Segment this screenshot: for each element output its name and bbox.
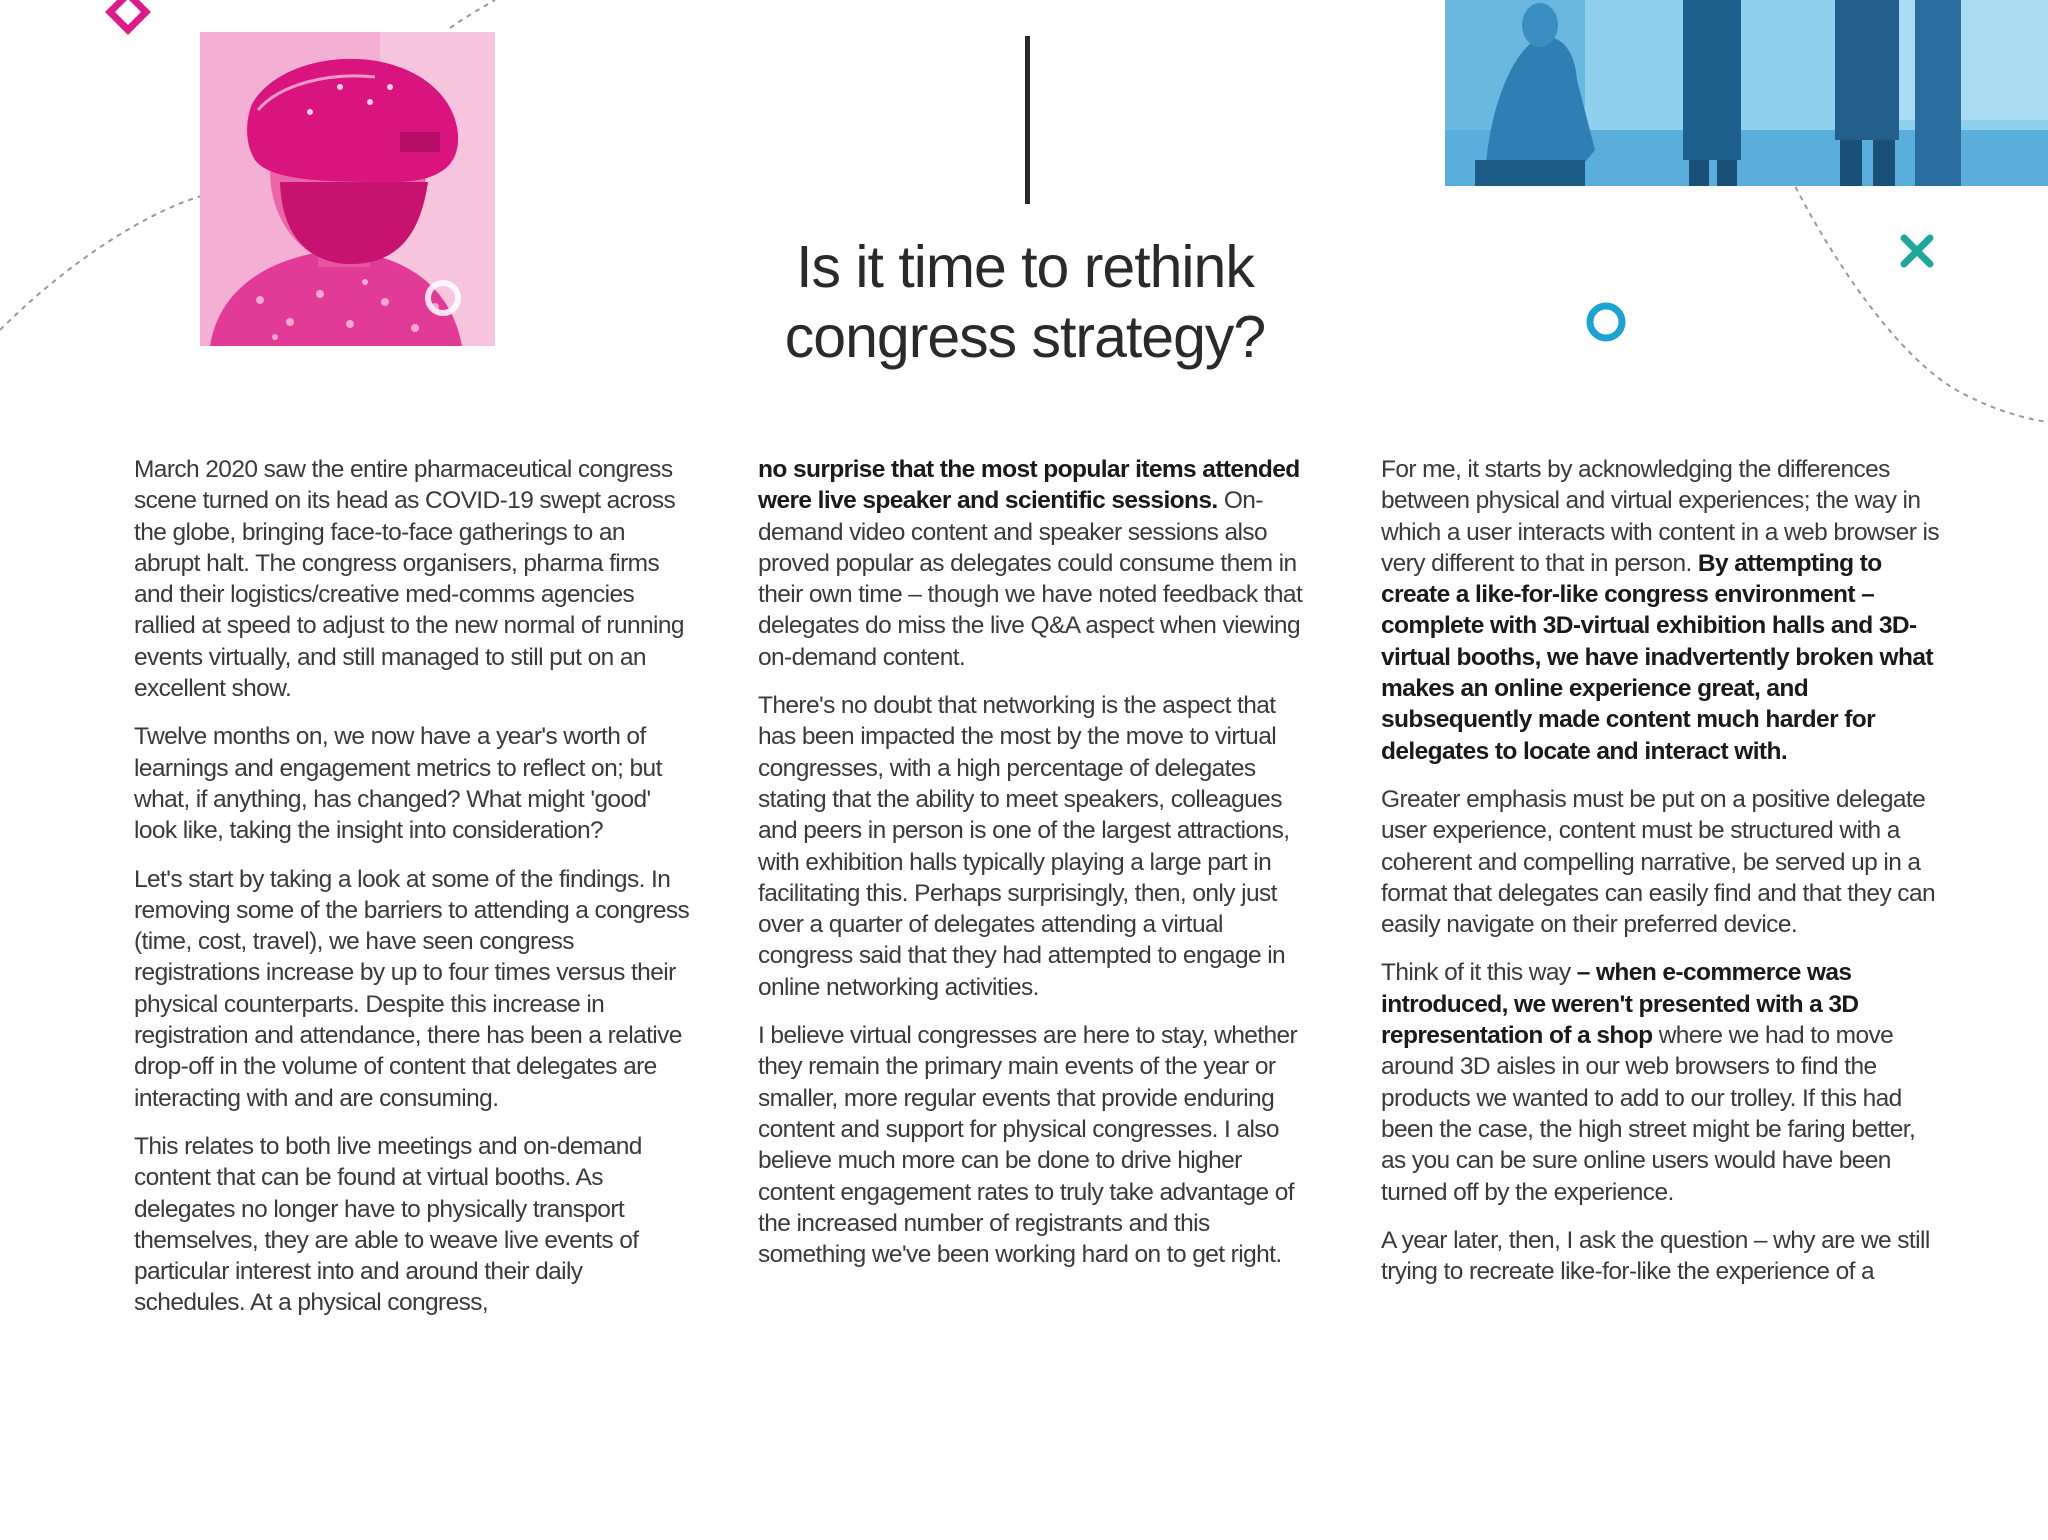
paragraph-text: Think of it this way bbox=[1381, 959, 1577, 987]
paragraph-emphasis: – when e-commerce was introduced, we weren't presented with a 3D representation of a shop bbox=[1381, 959, 1859, 1050]
paragraph-emphasis: By attempting to create a like-for-like congress environment – complete with 3D-virtual exhibition halls and 3D-virtual booths, we have inadvertently broken what makes an online experience great, and subsequently made content much harder for delegates to locate and interact with. bbox=[1381, 549, 1933, 765]
article-column-1 bbox=[134, 454, 694, 1336]
paragraph-text: where we had to move around 3D aisles in our web browsers to find the products we wanted to add to our trolley. If this had been the case, the high street might be faring better, as you can be sure online users would have been turned off by the experience. bbox=[1381, 1022, 1916, 1206]
ring-icon bbox=[422, 277, 464, 319]
paragraph-text: For me, it starts by acknowledging the differences between physical and virtual experiences; the way in which a user interacts with content in a web browser is very different to that in person. bbox=[1381, 456, 1939, 577]
paragraph-text: A year later, then, I ask the question – why are we still trying to recreate like-for-like the experience of a bbox=[1381, 1226, 1930, 1286]
paragraph-text: On-demand video content and speaker sessions also proved popular as delegates could consume them in their own time – though we have noted feedback that delegates do miss the live Q&A aspect when viewing on-demand content. bbox=[758, 487, 1303, 671]
ring-icon bbox=[1584, 300, 1628, 344]
paragraph bbox=[758, 690, 1318, 1003]
paragraph bbox=[134, 721, 694, 846]
article-headline bbox=[690, 232, 1360, 372]
people-photo bbox=[1445, 0, 2048, 186]
paragraph-text: Greater emphasis must be put on a positive delegate user experience, content must be structured with a coherent and compelling narrative, be served up in a format that delegates can easily find and that they can easily navigate on their preferred device. bbox=[1381, 785, 1936, 939]
paragraph bbox=[1381, 1225, 1941, 1288]
diamond-icon bbox=[104, 0, 152, 36]
paragraph bbox=[134, 864, 694, 1114]
cross-icon bbox=[1898, 232, 1936, 270]
paragraph-text: March 2020 saw the entire pharmaceutical congress scene turned on its head as COVID-19 swept across the globe, bringing face-to-face gatherings to an abrupt halt. The congress organisers, pharma firms and their logistics/creative med-comms agencies rallied at speed to adjust to the new normal of running events virtually, and still managed to still put on an excellent show. bbox=[134, 456, 684, 703]
people-illustration bbox=[1445, 0, 2048, 186]
paragraph-text: Let's start by taking a look at some of the findings. In removing some of the barriers to attending a congress (time, cost, travel), we have seen congress registrations increase by up to four times versus their physical counterparts. Despite this increase in registration and attendance, there has been a relative drop-off in the volume of content that delegates are interacting with and are consuming. bbox=[134, 865, 690, 1112]
paragraph bbox=[1381, 957, 1941, 1207]
paragraph-emphasis: no surprise that the most popular items attended were live speaker and scientific sessions. bbox=[758, 456, 1300, 515]
article-column-2 bbox=[758, 454, 1318, 1287]
headline-line-1: Is it time to rethink bbox=[796, 234, 1254, 300]
paragraph bbox=[758, 454, 1318, 673]
article-column-3 bbox=[1381, 454, 1941, 1304]
divider-rule bbox=[1025, 36, 1030, 204]
headline-line-2: congress strategy? bbox=[784, 304, 1266, 370]
paragraph-text: Twelve months on, we now have a year's worth of learnings and engagement metrics to reflect on; but what, if anything, has changed? What might 'good' look like, taking the insight into consideration? bbox=[134, 723, 662, 845]
paragraph bbox=[134, 1131, 694, 1319]
paragraph bbox=[1381, 454, 1941, 767]
paragraph bbox=[758, 1020, 1318, 1270]
paragraph-text: This relates to both live meetings and on-demand content that can be found at virtual booths. As delegates no longer have to physically transport themselves, they are able to weave live events of particular interest into and around their daily schedules. At a physical congress, bbox=[134, 1132, 642, 1317]
paragraph bbox=[1381, 784, 1941, 940]
paragraph-text: I believe virtual congresses are here to stay, whether they remain the primary main events of the year or smaller, more regular events that provide enduring content and support for physical congresses. I also believe much more can be done to drive higher content engagement rates to truly take advantage of the increased number of registrants and this something we've been working hard on to get right. bbox=[758, 1022, 1298, 1269]
paragraph-text: There's no doubt that networking is the aspect that has been impacted the most by the move to virtual congresses, with a high percentage of delegates stating that the ability to meet speakers, colleagues and peers in person is one of the largest attractions, with exhibition halls typically playing a large part in facilitating this. Perhaps surprisingly, then, only just over a quarter of delegates attending a virtual congress said that they had attempted to engage in online networking activities. bbox=[758, 692, 1290, 1001]
paragraph bbox=[134, 454, 694, 704]
